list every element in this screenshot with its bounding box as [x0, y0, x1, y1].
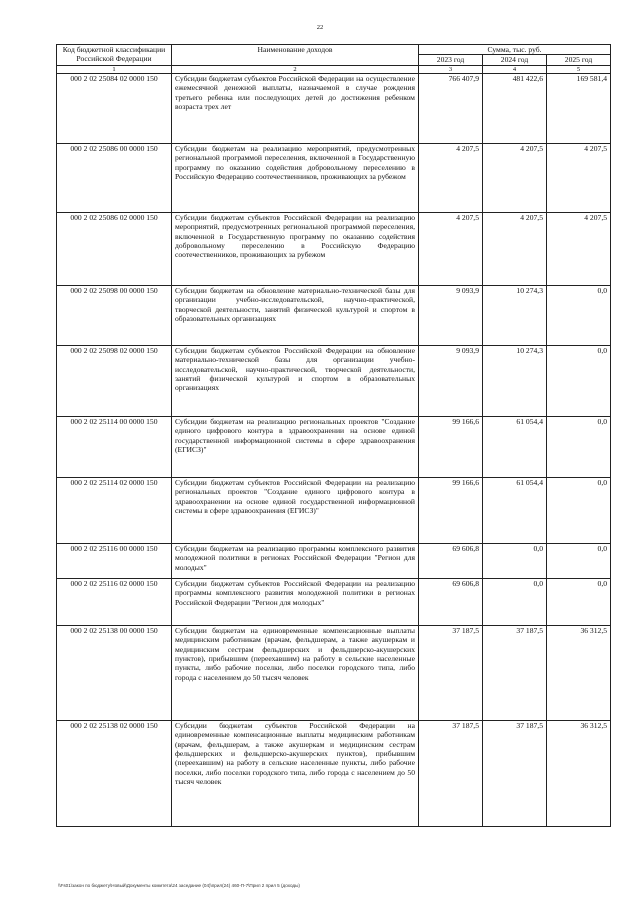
row-name: Субсидии бюджетам на обновление материально-технической базы для организации учебно-исследовательской, научно-практической, творческой деятельности, занятий физической культурой и спортом в образовательных организациях	[172, 285, 419, 345]
row-code: 000 2 02 25086 02 0000 150	[57, 212, 172, 285]
col-number-2: 2	[172, 65, 419, 73]
table-row	[57, 720, 611, 826]
row-value-2024: 37 187,5	[483, 720, 547, 826]
row-value-2023: 37 187,5	[419, 625, 483, 720]
table-row	[57, 73, 611, 143]
header-year-2025: 2025 год	[547, 55, 611, 65]
row-code: 000 2 02 25098 02 0000 150	[57, 345, 172, 416]
row-value-2024: 4 207,5	[483, 212, 547, 285]
row-code: 000 2 02 25114 02 0000 150	[57, 477, 172, 543]
row-code: 000 2 02 25098 00 0000 150	[57, 285, 172, 345]
row-name: Субсидии бюджетам субъектов Российской Федерации на реализацию региональных проектов "Создание единого цифрового контура в здравоохранении на основе единой государственной информационной системы в сфере здравоохранения (ЕГИСЗ)"	[172, 477, 419, 543]
row-value-2023: 99 166,6	[419, 416, 483, 477]
row-value-2023: 99 166,6	[419, 477, 483, 543]
table-row	[57, 543, 611, 578]
row-value-2025: 0,0	[547, 477, 611, 543]
row-name: Субсидии бюджетам субъектов Российской Федерации на осуществление ежемесячной денежной выплаты, назначаемой в случае рождения третьего ребенка или последующих детей до достижения ребенком возраста трех лет	[172, 73, 419, 143]
row-value-2025: 0,0	[547, 543, 611, 578]
table-row	[57, 212, 611, 285]
row-code: 000 2 02 25116 00 0000 150	[57, 543, 172, 578]
row-name: Субсидии бюджетам субъектов Российской Федерации на реализацию программы комплексного развития молодежной политики в регионах Российской Федерации "Регион для молодых"	[172, 578, 419, 625]
row-value-2025: 36 312,5	[547, 720, 611, 826]
col-number-1: 1	[57, 65, 172, 73]
row-value-2024: 37 187,5	[483, 625, 547, 720]
page-number: 22	[316, 24, 324, 31]
row-value-2024: 0,0	[483, 543, 547, 578]
header-year-2023: 2023 год	[419, 55, 483, 65]
row-value-2024: 10 274,3	[483, 285, 547, 345]
row-value-2025: 4 207,5	[547, 212, 611, 285]
header-sum: Сумма, тыс. руб.	[419, 45, 611, 55]
revenue-table	[56, 44, 611, 827]
row-code: 000 2 02 25138 02 0000 150	[57, 720, 172, 826]
row-name: Субсидии бюджетам субъектов Российской Федерации на обновление материально-технической базы для организации учебно-исследовательской, научно-практической, творческой деятельности, занятий физической культурой и спортом в образовательных организациях	[172, 345, 419, 416]
row-code: 000 2 02 25116 02 0000 150	[57, 578, 172, 625]
row-value-2025: 0,0	[547, 345, 611, 416]
col-number-5: 5	[547, 65, 611, 73]
table-row	[57, 345, 611, 416]
table-row	[57, 625, 611, 720]
header-year-2024: 2024 год	[483, 55, 547, 65]
row-value-2025: 169 581,4	[547, 73, 611, 143]
row-value-2025: 0,0	[547, 285, 611, 345]
row-value-2024: 61 054,4	[483, 416, 547, 477]
row-name: Субсидии бюджетам на реализацию мероприятий, предусмотренных региональной программой переселения, включенной в Государственную программу по оказанию содействия добровольному переселению в Российскую Федерацию соотечественников, проживающих за рубежом	[172, 143, 419, 212]
row-value-2024: 10 274,3	[483, 345, 547, 416]
row-value-2023: 766 407,9	[419, 73, 483, 143]
table-row	[57, 477, 611, 543]
row-code: 000 2 02 25114 00 0000 150	[57, 416, 172, 477]
row-value-2023: 4 207,5	[419, 143, 483, 212]
header-name: Наименование доходов	[172, 45, 419, 66]
row-value-2023: 9 093,9	[419, 345, 483, 416]
row-name: Субсидии бюджетам на реализацию программы комплексного развития молодежной политики в регионах Российской Федерации "Регион для молодых"	[172, 543, 419, 578]
row-value-2023: 9 093,9	[419, 285, 483, 345]
table-row	[57, 285, 611, 345]
row-name: Субсидии бюджетам на единовременные компенсационные выплаты медицинским работникам (врачам, фельдшерам, а также акушеркам и медицинским сестрам фельдшерских и фельдшерско-акушерских пунктов), прибывшим (переехавшим) на работу в сельские населенные пункты, либо рабочие поселки, либо поселки городского типа, либо города с населением до 50 тысяч человек	[172, 625, 419, 720]
row-value-2023: 4 207,5	[419, 212, 483, 285]
row-value-2025: 0,0	[547, 416, 611, 477]
row-value-2024: 481 422,6	[483, 73, 547, 143]
row-code: 000 2 02 25138 00 0000 150	[57, 625, 172, 720]
row-value-2025: 36 312,5	[547, 625, 611, 720]
row-value-2024: 4 207,5	[483, 143, 547, 212]
row-name: Субсидии бюджетам субъектов Российской Федерации на реализацию мероприятий, предусмотренных региональной программой переселения, включенной в Государственную программу по оказанию содействия добровольному переселению в Российскую Федерацию соотечественников, проживающих за рубежом	[172, 212, 419, 285]
row-value-2025: 0,0	[547, 578, 611, 625]
file-path-footer: \\Fs01\закон по бюджету\Новый\Документы комитета\24 заседание (04)\прил(24) 460-П-7\Прил 2 прил 5 (доходы)	[58, 883, 300, 888]
col-number-4: 4	[483, 65, 547, 73]
table-row	[57, 416, 611, 477]
row-name: Субсидии бюджетам субъектов Российской Федерации на единовременные компенсационные выплаты медицинским работникам (врачам, фельдшерам, а также акушеркам и медицинским сестрам фельдшерских и фельдшерско-акушерских пунктов), прибывшим (переехавшим) на работу в сельские населенные пункты, либо рабочие поселки, либо поселки городского типа, либо города с населением до 50 тысяч человек	[172, 720, 419, 826]
table-row	[57, 578, 611, 625]
row-value-2024: 0,0	[483, 578, 547, 625]
row-value-2024: 61 054,4	[483, 477, 547, 543]
row-value-2025: 4 207,5	[547, 143, 611, 212]
row-value-2023: 37 187,5	[419, 720, 483, 826]
col-number-3: 3	[419, 65, 483, 73]
row-code: 000 2 02 25086 00 0000 150	[57, 143, 172, 212]
row-value-2023: 69 606,8	[419, 578, 483, 625]
header-code: Код бюджетной классификации Российской Федерации	[57, 45, 172, 66]
table-row	[57, 143, 611, 212]
row-code: 000 2 02 25084 02 0000 150	[57, 73, 172, 143]
row-value-2023: 69 606,8	[419, 543, 483, 578]
row-name: Субсидии бюджетам на реализацию региональных проектов "Создание единого цифрового контура в здравоохранении на основе единой государственной информационной системы в сфере здравоохранения (ЕГИСЗ)"	[172, 416, 419, 477]
